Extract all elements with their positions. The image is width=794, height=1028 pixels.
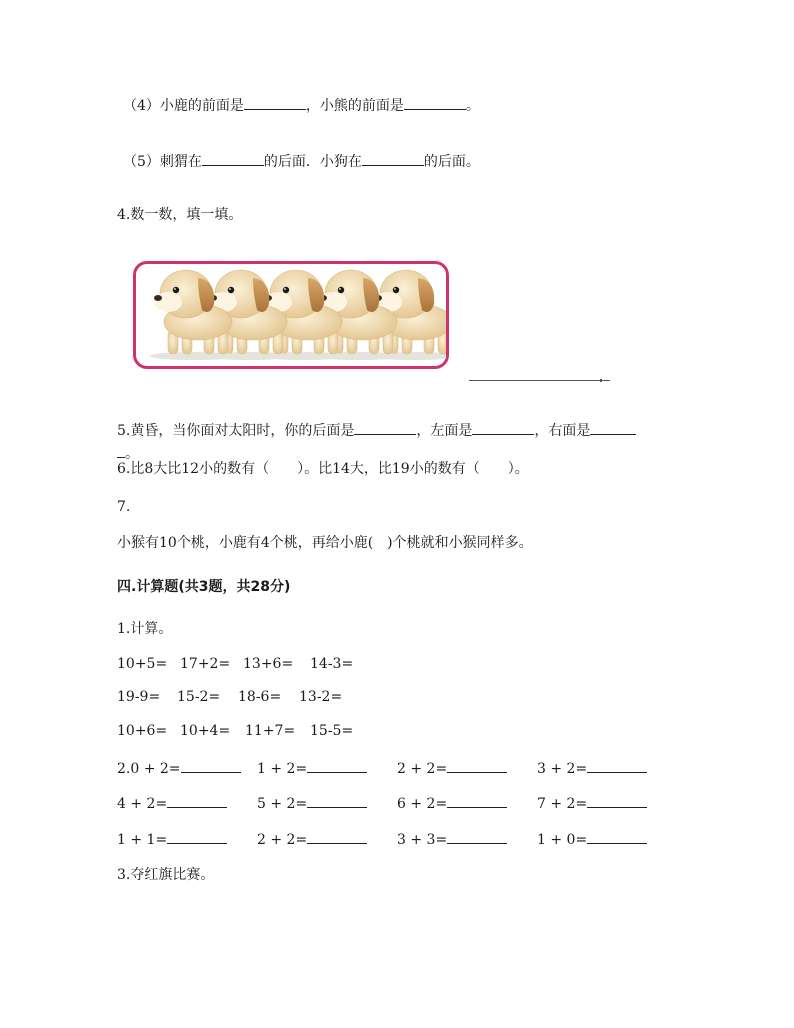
answer-blank[interactable] (447, 758, 507, 773)
answer-blank[interactable] (362, 151, 424, 166)
calc2-row: 1 + 1= 2 + 2= 3 + 3= 1 + 0= (117, 829, 677, 849)
answer-blank[interactable] (447, 829, 507, 844)
answer-blank[interactable] (244, 95, 306, 110)
q3-contest-title: 3.夺红旗比赛。 (117, 867, 215, 883)
calc2-row: 2.0 + 2= 1 + 2= 2 + 2= 3 + 2= (117, 758, 677, 778)
answer-blank[interactable] (307, 829, 367, 844)
calc2-row: 4 + 2= 5 + 2= 6 + 2= 7 + 2= (117, 793, 677, 813)
answer-blank[interactable] (587, 793, 647, 808)
q5-line: 5.黄昏，当你面对太阳时，你的后面是 ，左面是 ，右面是 (117, 420, 636, 440)
answer-blank[interactable] (167, 829, 227, 844)
q3-item-5: （5）刺猬在 的后面．小狗在 的后面。 (123, 151, 480, 171)
answer-blank[interactable] (590, 420, 636, 435)
q5-line-continued: 。 (117, 443, 139, 463)
answer-blank[interactable] (117, 443, 125, 458)
section-4-title: 四.计算题(共3题，共28分) (117, 579, 291, 595)
q3-item-4: （4）小鹿的前面是 ，小熊的前面是 。 (123, 95, 480, 115)
dogs-image-frame (133, 261, 449, 369)
q4-title: 4.数一数，填一填。 (117, 207, 243, 223)
answer-blank[interactable] (181, 758, 241, 773)
answer-blank[interactable] (404, 95, 466, 110)
answer-blank[interactable] (447, 793, 507, 808)
dogs-image (136, 264, 446, 366)
q6-line: 6.比8大比12小的数有（ ）。比14大，比19小的数有（ ）。 (117, 461, 529, 477)
q7-text: 小猴有10个桃，小鹿有4个桃，再给小鹿( )个桃就和小猴同样多。 (117, 535, 533, 551)
answer-blank[interactable] (307, 793, 367, 808)
answer-blank[interactable] (587, 829, 647, 844)
answer-blank[interactable] (354, 420, 416, 435)
q7-number: 7. (117, 499, 131, 515)
answer-blank[interactable] (202, 151, 264, 166)
answer-blank[interactable] (307, 758, 367, 773)
answer-blank[interactable] (472, 420, 534, 435)
q4-answer-line[interactable] (469, 380, 610, 381)
answer-blank[interactable] (587, 758, 647, 773)
answer-blank[interactable] (167, 793, 227, 808)
calc1-title: 1.计算。 (117, 621, 173, 637)
